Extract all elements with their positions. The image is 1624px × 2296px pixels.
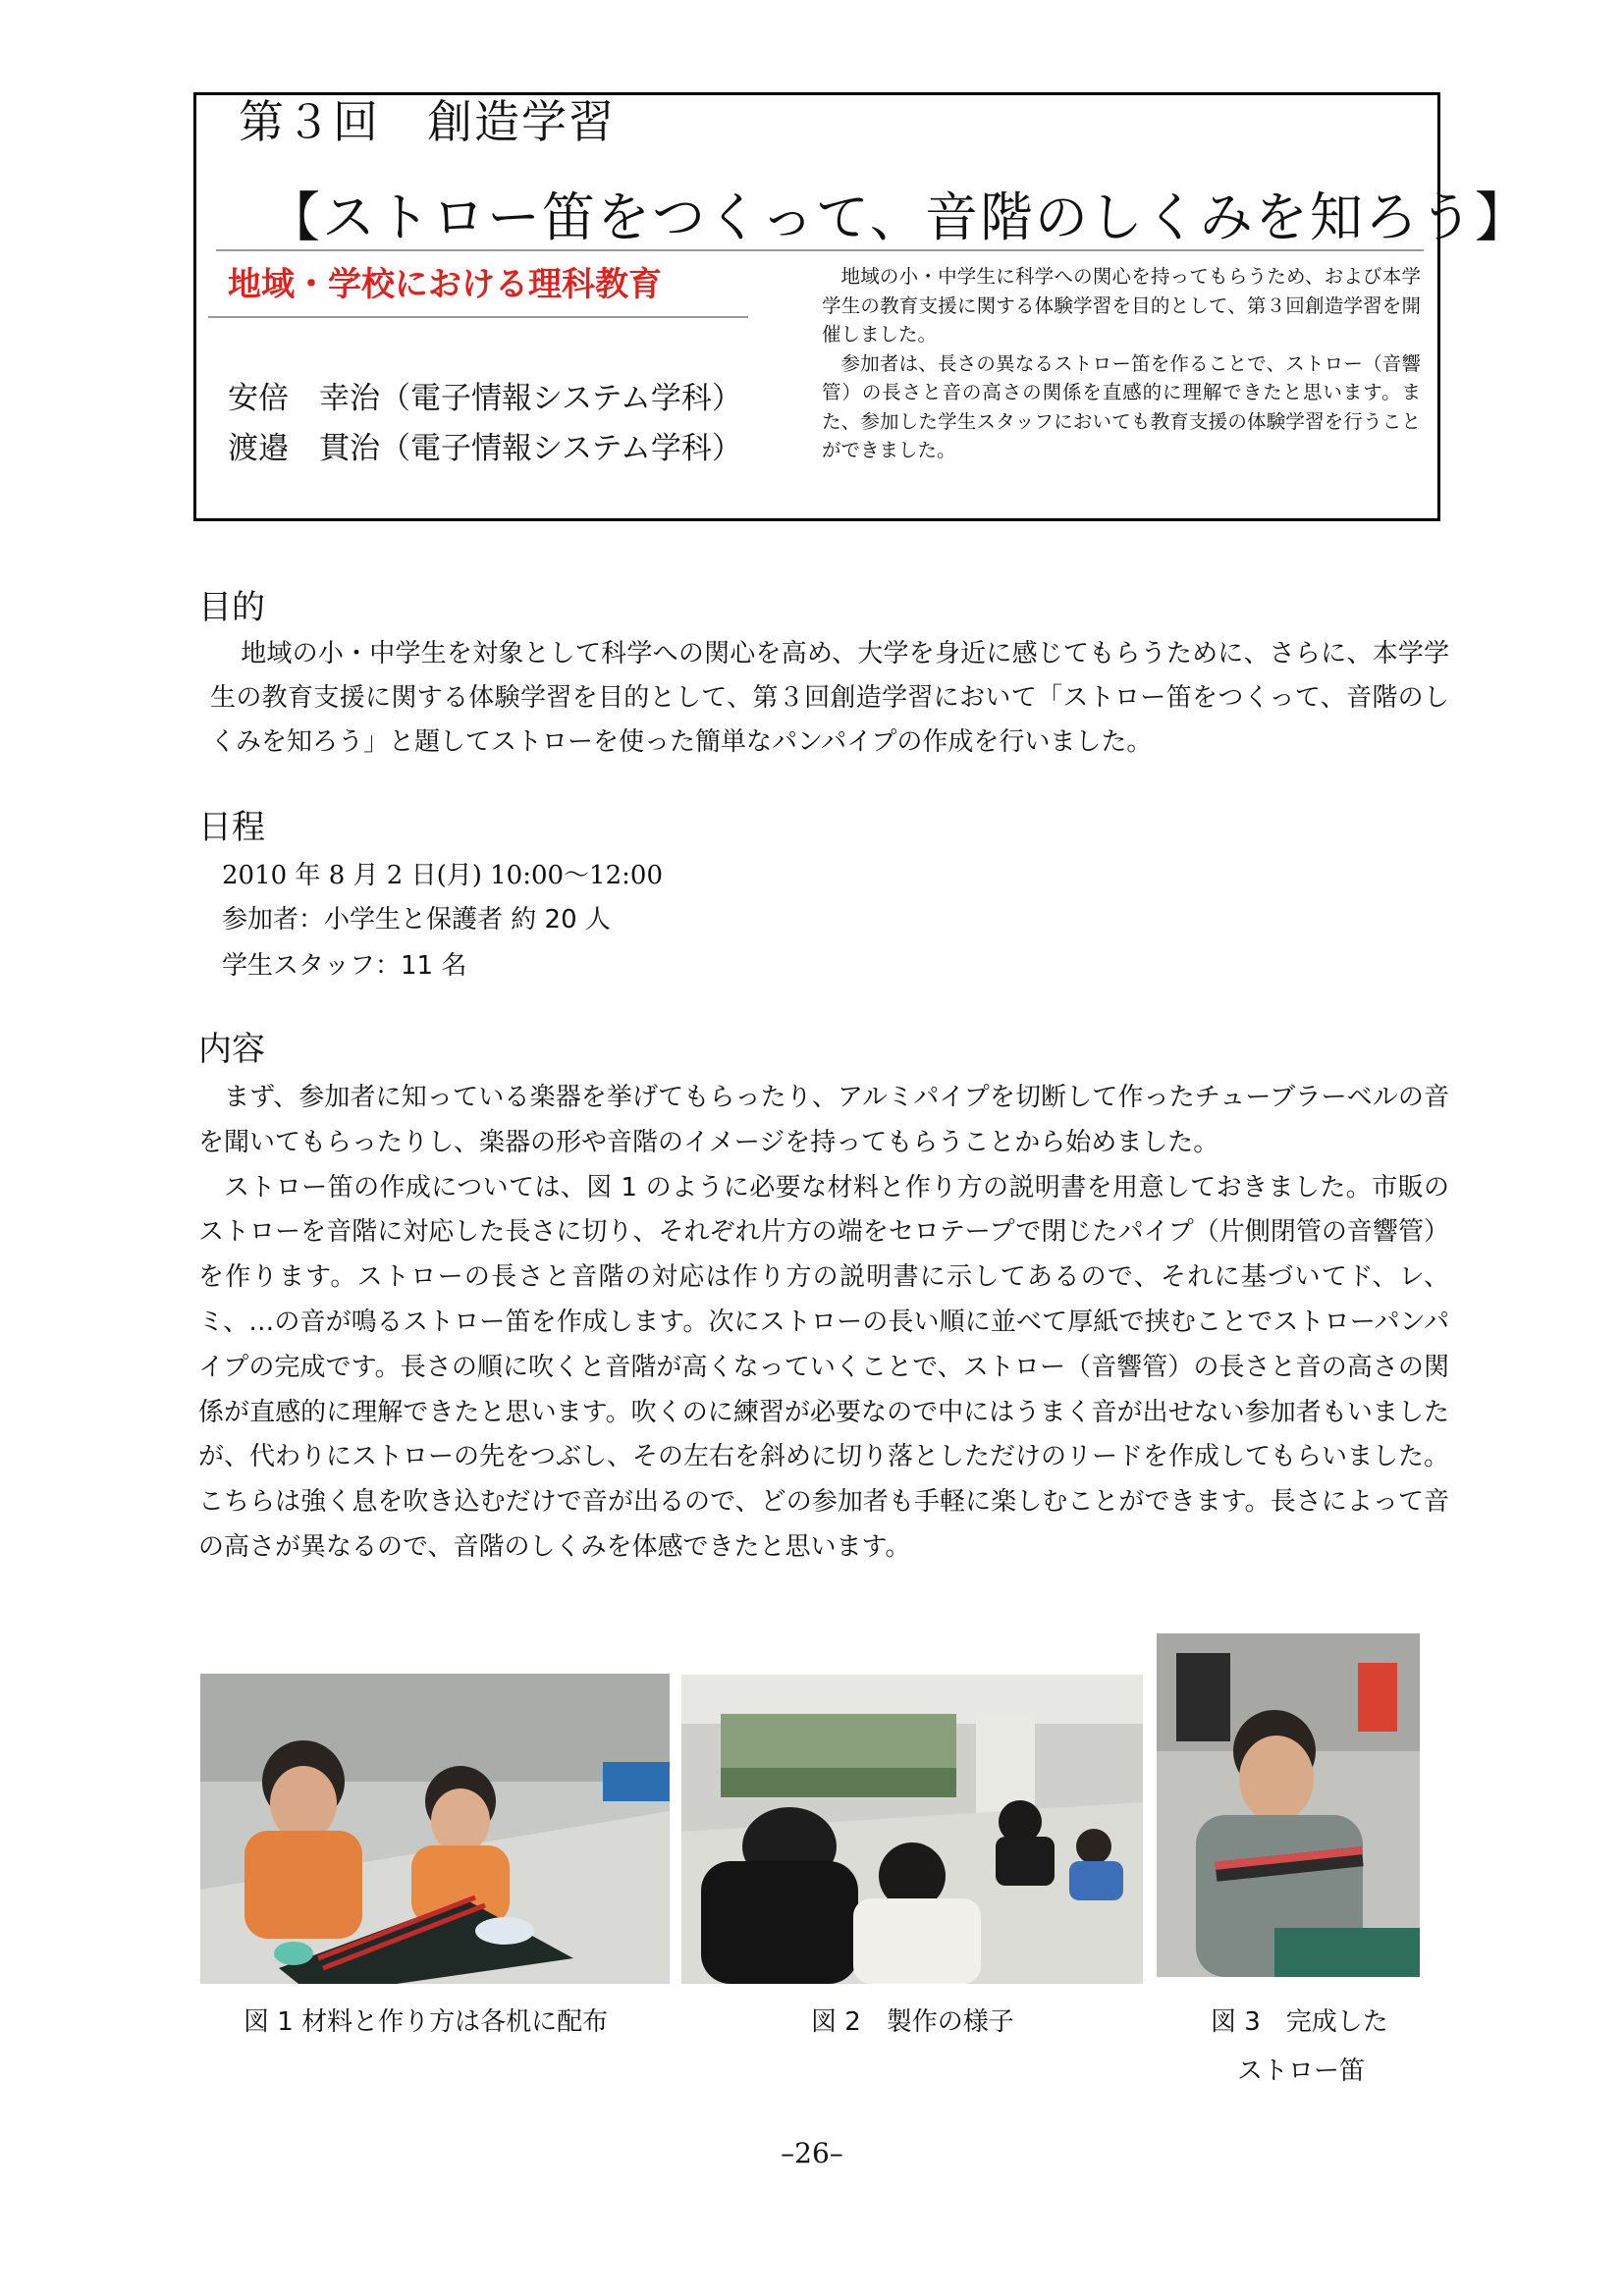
page-number: –26– xyxy=(781,2137,843,2169)
content-heading: 内容 xyxy=(198,1030,265,1069)
category-divider xyxy=(208,316,748,318)
abstract-paragraph-1: 地域の小・中学生に科学への関心を持ってもらうため、および本学学生の教育支援に関する体験学習を目的として、第３回創造学習を開催しました。 xyxy=(822,265,1421,346)
series-title: 第３回 創造学習 xyxy=(239,95,616,148)
figure-2-photo xyxy=(681,1675,1143,1984)
content-paragraph-2: ストロー笛の作成については、図 1 のように必要な材料と作り方の説明書を用意しておきました。市販のストローを音階に対応した長さに切り、それぞれ片方の端をセロテープで閉じたパイプ（片側閉管の音響管）を作ります。ストローの長さと音階の対応は作り方の説明書に示してあるので、それに基づいてド、レ、ミ、…の音が鳴るストロー笛を作成します。次にストローの長い順に並べて厚紙で挟むことでストローパンパイプの完成です。長さの順に吹くと音階が高くなっていくことで、ストロー（音響管）の長さと音の高さの関係が直感的に理解できたと思います。吹くのに練習が必要なので中にはうまく音が出せない参加者もいましたが、代わりにストローの先をつぶし、その左右を斜めに切り落としただけのリードを作成してもらいました。こちらは強く息を吹き込むだけで音が出るので、どの参加者も手軽に楽しむことができます。長さによって音の高さが異なるので、音階のしくみを体感できたと思います。 xyxy=(198,1172,1450,1562)
purpose-heading: 目的 xyxy=(198,588,265,627)
schedule-date: 2010 年 8 月 2 日(月) 10:00～12:00 xyxy=(222,861,663,890)
figure-1-caption: 図 1 材料と作り方は各机に配布 xyxy=(244,2007,609,2037)
main-title: 【ストロー笛をつくって、音階のしくみを知ろう】 xyxy=(267,187,1530,248)
author-2: 渡邉 貫治（電子情報システム学科） xyxy=(228,431,742,466)
figure-1-photo xyxy=(200,1674,670,1984)
schedule-staff: 学生スタッフ：11 名 xyxy=(222,951,467,981)
author-1: 安倍 幸治（電子情報システム学科） xyxy=(228,381,742,416)
content-body xyxy=(198,1076,1449,1571)
figure-3-caption-line-1: 図 3 完成した xyxy=(1211,2007,1388,2037)
content-paragraph-1: まず、参加者に知っている楽器を挙げてもらったり、アルミパイプを切断して作ったチューブラーベルの音を聞いてもらったりし、楽器の形や音階のイメージを持ってもらうことから始めました。 xyxy=(198,1083,1449,1157)
figure-2-caption: 図 2 製作の様子 xyxy=(811,2007,1014,2037)
abstract-paragraph-2: 参加者は、長さの異なるストロー笛を作ることで、ストロー（音響管）の長さと音の高さの関係を直感的に理解できたと思います。また、参加した学生スタッフにおいても教育支援の体験学習を行うことができました。 xyxy=(822,351,1421,461)
purpose-body xyxy=(210,632,1449,765)
figure-3-photo xyxy=(1157,1633,1420,1977)
title-divider xyxy=(216,249,1424,251)
schedule-heading: 日程 xyxy=(198,808,265,847)
abstract xyxy=(822,262,1421,465)
figure-3-caption-line-2: ストロー笛 xyxy=(1237,2056,1366,2086)
category-label: 地域・学校における理科教育 xyxy=(228,265,662,304)
purpose-paragraph: 地域の小・中学生を対象として科学への関心を高め、大学を身近に感じてもらうために、さらに、本学学生の教育支援に関する体験学習を目的として、第３回創造学習において「ストロー笛をつくって、音階のしくみを知ろう」と題してストローを使った簡単なパンパイプの作成を行いました。 xyxy=(210,639,1449,757)
schedule-participants: 参加者：小学生と保護者 約 20 人 xyxy=(222,905,611,934)
